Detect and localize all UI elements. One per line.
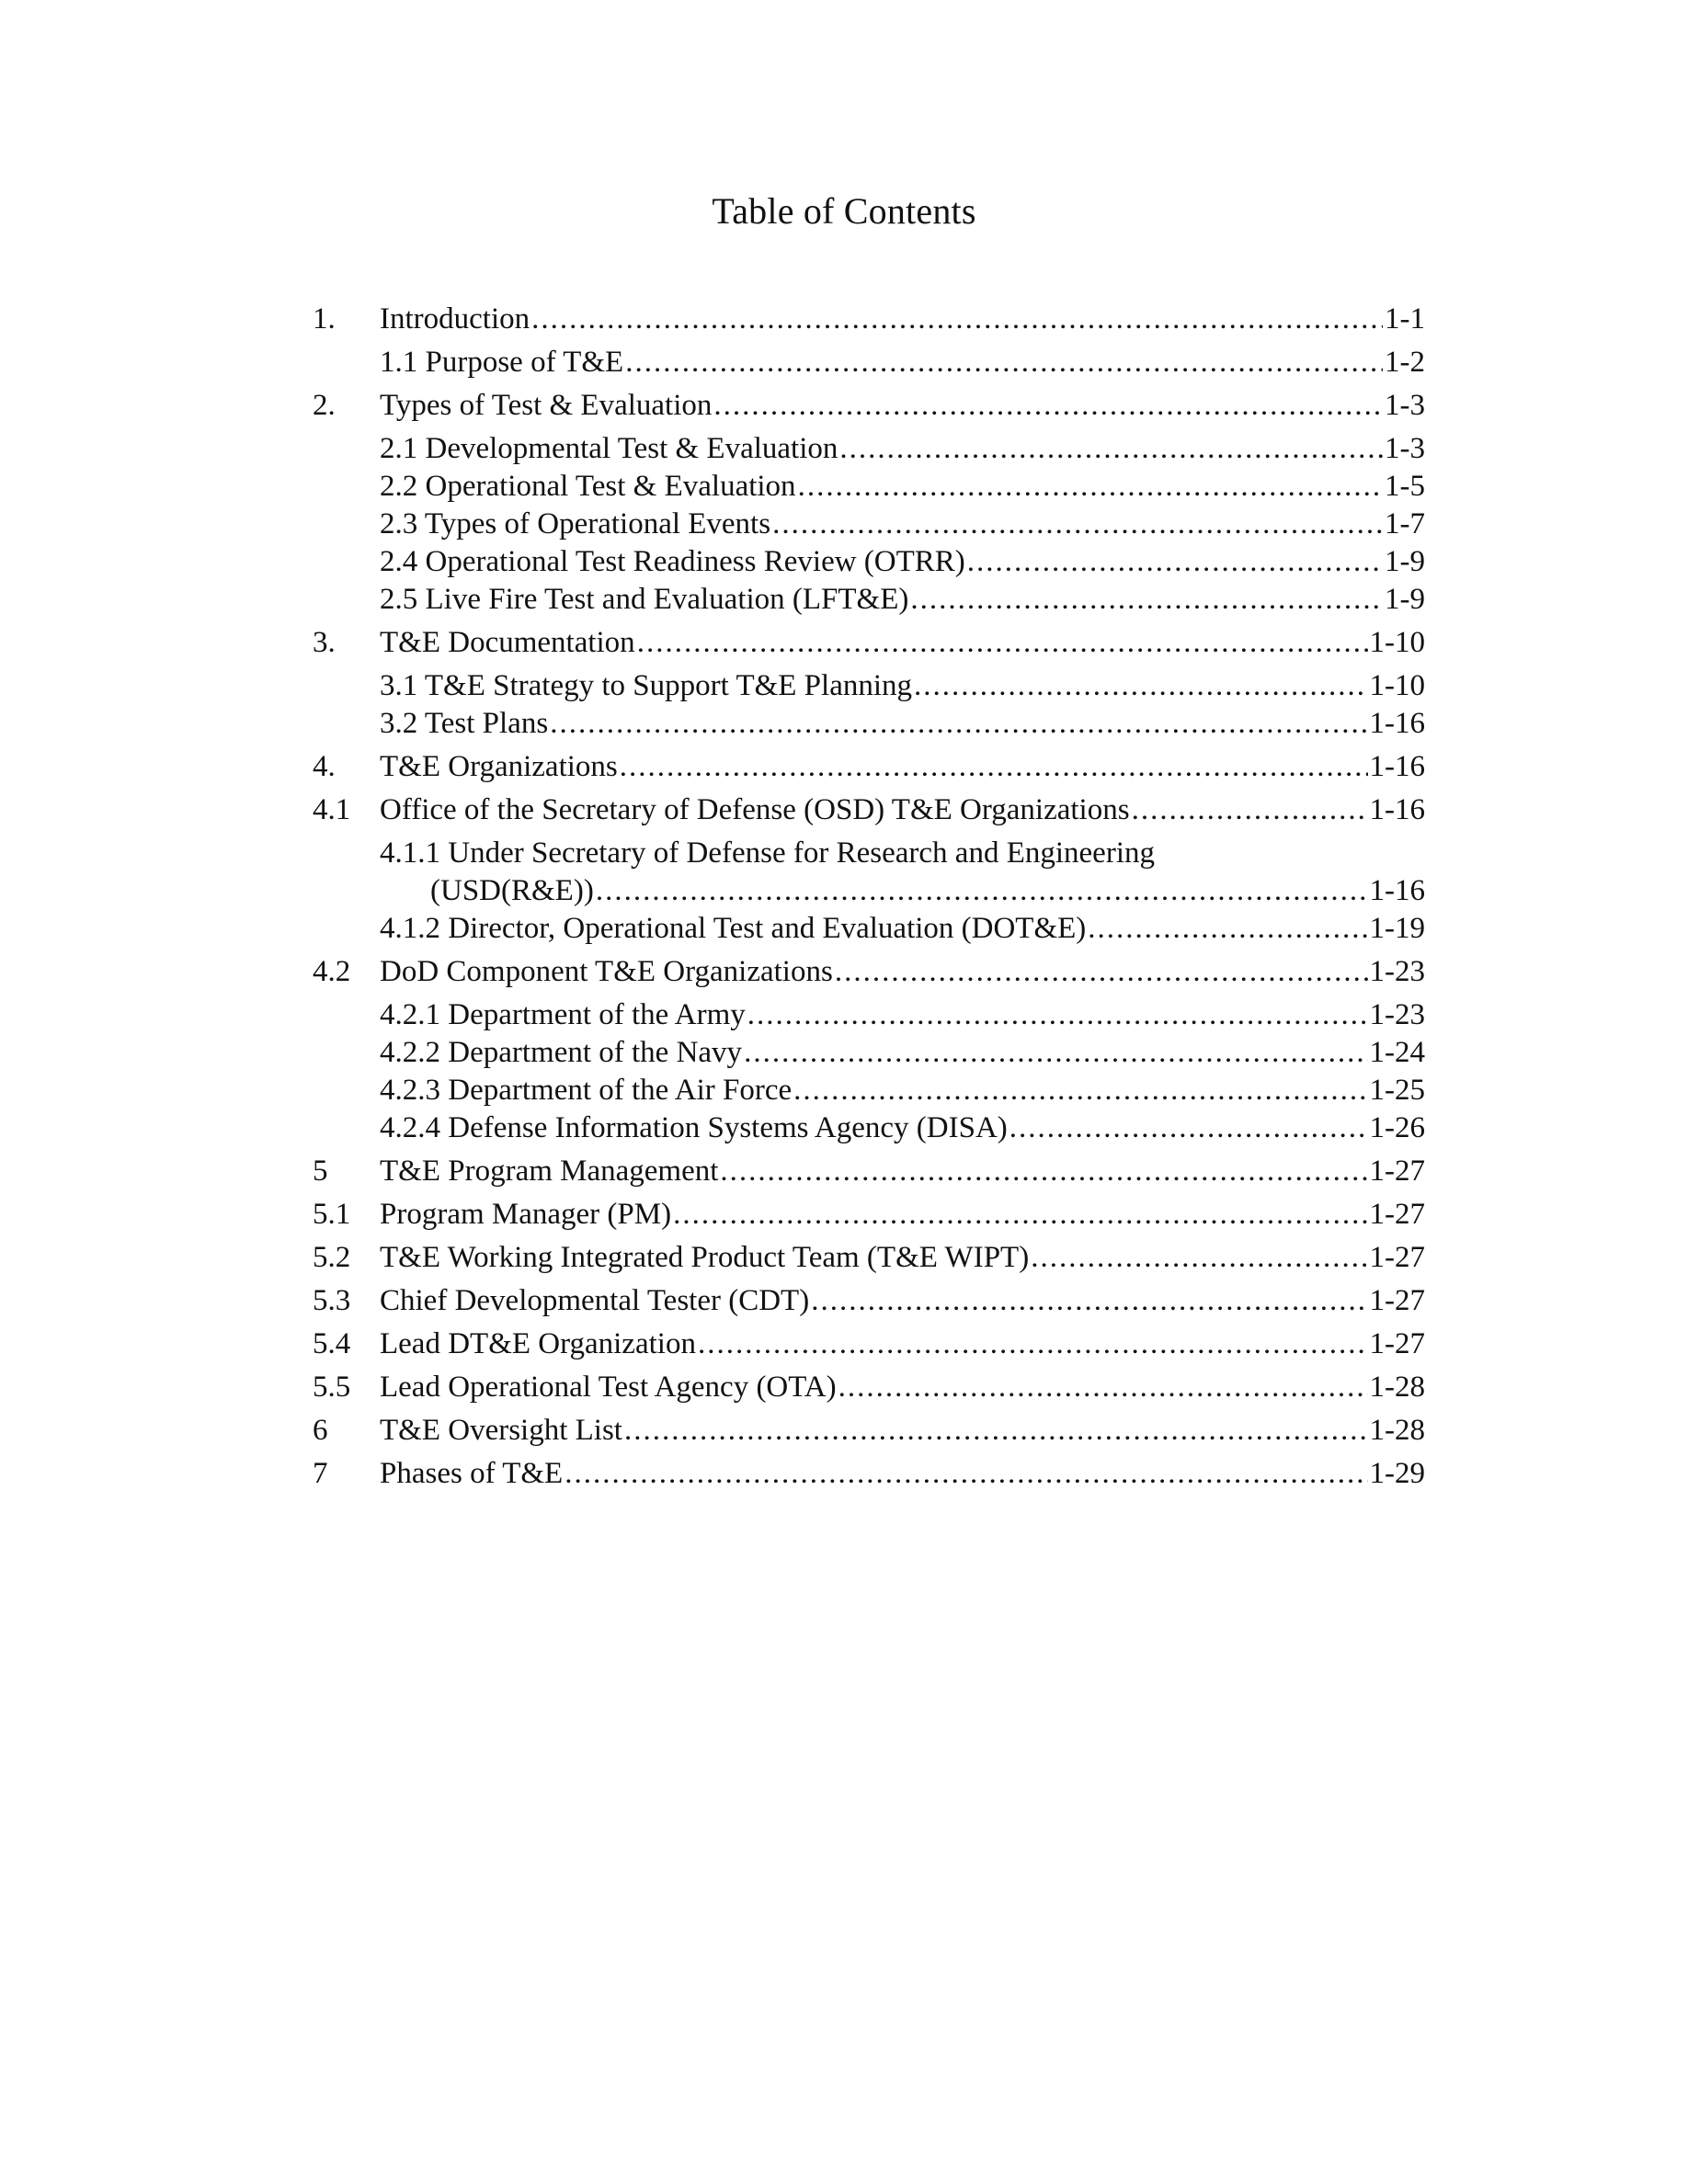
toc-entry-page: 1-27 bbox=[1369, 1199, 1425, 1231]
dot-leader bbox=[565, 1458, 1367, 1490]
toc-entry-title: T&E Oversight List bbox=[380, 1415, 622, 1447]
toc-entry-page: 1-29 bbox=[1369, 1458, 1425, 1490]
toc-entry-title: T&E Working Integrated Product Team (T&E WIPT) bbox=[380, 1242, 1030, 1274]
dot-leader bbox=[914, 670, 1367, 702]
page-title: Table of Contents bbox=[712, 190, 976, 232]
toc-entry-number: 2. bbox=[313, 389, 336, 422]
dot-leader bbox=[744, 1037, 1367, 1069]
toc-entry-number: 5.4 bbox=[313, 1327, 351, 1360]
dot-leader bbox=[1132, 794, 1368, 826]
toc-entry-number: 7 bbox=[313, 1457, 328, 1490]
dot-leader bbox=[747, 999, 1368, 1031]
toc-entry-page: 1-7 bbox=[1385, 508, 1425, 540]
dot-leader bbox=[620, 751, 1368, 783]
toc-entry-page: 1-28 bbox=[1369, 1415, 1425, 1447]
dot-leader bbox=[720, 1155, 1367, 1188]
toc-entry-number: 1. bbox=[313, 302, 336, 336]
toc-entry-title: 4.2.1 Department of the Army bbox=[380, 999, 746, 1031]
toc-entry-title: 2.2 Operational Test & Evaluation bbox=[380, 471, 796, 503]
dot-leader bbox=[772, 508, 1383, 540]
toc-entry-title: 2.4 Operational Test Readiness Review (OTRR) bbox=[380, 546, 965, 578]
dot-leader bbox=[637, 627, 1368, 659]
toc-entry-title: Lead DT&E Organization bbox=[380, 1328, 696, 1360]
dot-leader bbox=[1009, 1112, 1368, 1144]
toc-entry-page: 1-3 bbox=[1385, 390, 1425, 422]
toc-entry-page: 1-27 bbox=[1369, 1242, 1425, 1274]
toc-entry-page: 1-24 bbox=[1369, 1037, 1425, 1069]
toc-entry-title: Office of the Secretary of Defense (OSD) T&E Organizations bbox=[380, 794, 1130, 826]
toc-entry-title: 4.2.2 Department of the Navy bbox=[380, 1037, 743, 1069]
toc-entry-page: 1-27 bbox=[1369, 1285, 1425, 1317]
toc-entry-title: 2.3 Types of Operational Events bbox=[380, 508, 771, 540]
toc-entry-page: 1-10 bbox=[1369, 627, 1425, 659]
dot-leader bbox=[910, 584, 1383, 616]
dot-leader bbox=[624, 1415, 1368, 1447]
dot-leader bbox=[1031, 1242, 1367, 1274]
toc-entry-title: 4.1.2 Director, Operational Test and Evaluation (DOT&E) bbox=[380, 913, 1087, 945]
toc-entry-page: 1-19 bbox=[1369, 913, 1425, 945]
toc-entry-title: Chief Developmental Tester (CDT) bbox=[380, 1285, 810, 1317]
toc-entry-page: 1-16 bbox=[1369, 751, 1425, 783]
toc-entry-number: 6 bbox=[313, 1414, 328, 1447]
toc-entry-page: 1-1 bbox=[1385, 303, 1425, 336]
toc-entry-page: 1-9 bbox=[1385, 546, 1425, 578]
toc-entry-number: 5.5 bbox=[313, 1371, 351, 1404]
dot-leader bbox=[811, 1285, 1367, 1317]
dot-leader bbox=[596, 875, 1368, 907]
dot-leader bbox=[673, 1199, 1367, 1231]
toc-entry-page: 1-27 bbox=[1369, 1155, 1425, 1188]
toc-entry-page: 1-9 bbox=[1385, 584, 1425, 616]
toc-entry-title: 3.1 T&E Strategy to Support T&E Planning bbox=[380, 670, 913, 702]
dot-leader bbox=[793, 1075, 1367, 1107]
toc-entry-title: 2.1 Developmental Test & Evaluation bbox=[380, 433, 838, 465]
toc-entry-number: 4.2 bbox=[313, 955, 351, 988]
toc-entry-page: 1-23 bbox=[1369, 999, 1425, 1031]
toc-entry-page: 1-16 bbox=[1369, 875, 1425, 907]
toc-entry-page: 1-3 bbox=[1385, 433, 1425, 465]
toc-entry-number: 5.3 bbox=[313, 1284, 351, 1317]
toc-entry-page: 1-16 bbox=[1369, 794, 1425, 826]
dot-leader bbox=[625, 347, 1383, 379]
toc-entry-title: Program Manager (PM) bbox=[380, 1199, 672, 1231]
toc-entry-page: 1-28 bbox=[1369, 1371, 1425, 1404]
toc-entry-page: 1-27 bbox=[1369, 1328, 1425, 1360]
toc-entry-title: 3.2 Test Plans bbox=[380, 708, 549, 740]
dot-leader bbox=[1088, 913, 1367, 945]
toc-entry-page: 1-25 bbox=[1369, 1075, 1425, 1107]
toc-entry-title: T&E Documentation bbox=[380, 627, 635, 659]
toc-entry-page: 1-16 bbox=[1369, 708, 1425, 740]
toc-entry-title: Phases of T&E bbox=[380, 1458, 564, 1490]
dot-leader bbox=[838, 1371, 1368, 1404]
dot-leader bbox=[531, 303, 1383, 336]
toc-entry-title: 4.1.1 Under Secretary of Defense for Research and Engineering bbox=[380, 836, 1155, 870]
toc-entry-title: Lead Operational Test Agency (OTA) bbox=[380, 1371, 837, 1404]
toc-entry-title: T&E Program Management bbox=[380, 1155, 719, 1188]
toc-entry-title: 1.1 Purpose of T&E bbox=[380, 347, 624, 379]
dot-leader bbox=[839, 433, 1383, 465]
toc-entry-page: 1-10 bbox=[1369, 670, 1425, 702]
toc-entry-title: 4.2.3 Department of the Air Force bbox=[380, 1075, 793, 1107]
toc-entry-page: 1-26 bbox=[1369, 1112, 1425, 1144]
toc-entry-title: 2.5 Live Fire Test and Evaluation (LFT&E) bbox=[380, 584, 909, 616]
toc-entry-title: Introduction bbox=[380, 303, 530, 336]
toc-entry-title: T&E Organizations bbox=[380, 751, 618, 783]
dot-leader bbox=[967, 546, 1383, 578]
toc-entry-number: 5 bbox=[313, 1155, 328, 1188]
dot-leader bbox=[713, 390, 1383, 422]
toc-entry-number: 4.1 bbox=[313, 793, 351, 826]
toc-entry-number: 5.2 bbox=[313, 1241, 351, 1274]
dot-leader bbox=[698, 1328, 1368, 1360]
dot-leader bbox=[798, 471, 1383, 503]
toc-entry-title: 4.2.4 Defense Information Systems Agency (DISA) bbox=[380, 1112, 1008, 1144]
toc-entry-number: 3. bbox=[313, 626, 336, 659]
dot-leader bbox=[835, 956, 1368, 988]
toc-entry-number: 4. bbox=[313, 750, 336, 783]
toc-entry-page: 1-23 bbox=[1369, 956, 1425, 988]
toc-entry-title: Types of Test & Evaluation bbox=[380, 390, 713, 422]
toc-entry-title: DoD Component T&E Organizations bbox=[380, 956, 833, 988]
toc-entry-page: 1-5 bbox=[1385, 471, 1425, 503]
toc-entry-page: 1-2 bbox=[1385, 347, 1425, 379]
toc-entry-title-continuation: (USD(R&E)) bbox=[430, 875, 594, 907]
toc-entry-number: 5.1 bbox=[313, 1198, 351, 1231]
dot-leader bbox=[550, 708, 1367, 740]
